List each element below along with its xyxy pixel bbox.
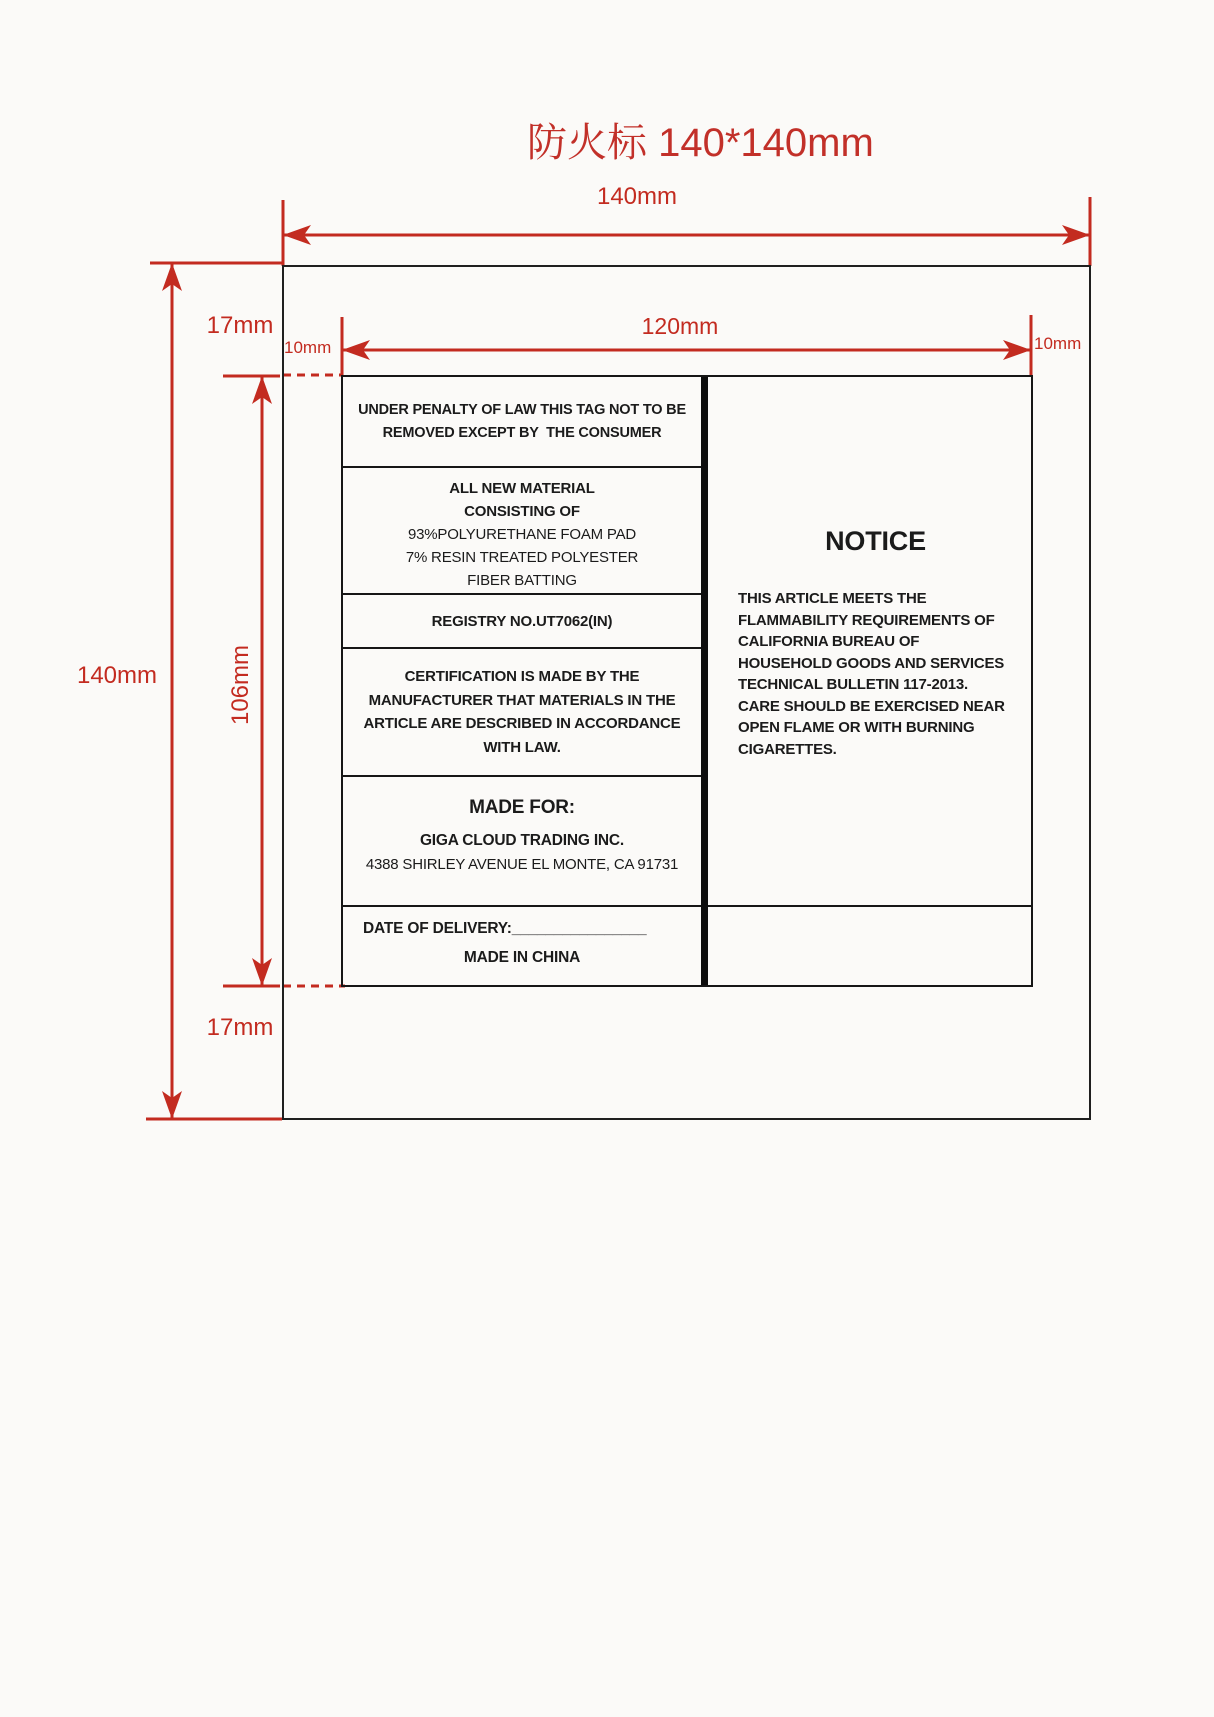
made-for-company: GIGA CLOUD TRADING INC. — [419, 832, 625, 849]
notice-heading: NOTICE — [825, 526, 926, 556]
material-item: FIBER BATTING — [467, 572, 577, 589]
notice-section — [708, 377, 1031, 907]
penalty-section — [343, 377, 701, 468]
dim-label-top-margin: 17mm — [206, 312, 274, 339]
delivery-section — [343, 907, 701, 985]
empty-cell — [708, 907, 1031, 985]
dim-label-bottom-margin: 17mm — [206, 1014, 274, 1041]
penalty-line-2: REMOVED EXCEPT BY THE CONSUMER — [382, 424, 662, 441]
dim-label-outer-width: 140mm — [596, 183, 678, 210]
material-section — [343, 468, 701, 595]
fire-label-box — [341, 375, 1033, 987]
registry-number: REGISTRY NO.UT7062(IN) — [431, 612, 613, 630]
made-in-china-line: MADE IN CHINA — [463, 949, 581, 966]
dim-label-inner-height: 106mm — [227, 644, 254, 726]
date-of-delivery-line: DATE OF DELIVERY:________________ — [363, 920, 647, 937]
material-item: 7% RESIN TREATED POLYESTER — [405, 549, 639, 566]
certification-text: CERTIFICATION IS MADE BY THE MANUFACTURER THAT MATERIALS IN THE ARTICLE ARE DESCRIBED IN ACCORDANCE WITH LAW. — [363, 668, 681, 756]
made-for-address: 4388 SHIRLEY AVENUE EL MONTE, CA 91731 — [365, 856, 679, 873]
material-item: 93%POLYURETHANE FOAM PAD — [407, 526, 637, 543]
material-heading-2: CONSISTING OF — [464, 503, 580, 520]
penalty-line-1: UNDER PENALTY OF LAW THIS TAG NOT TO BE — [358, 401, 686, 418]
label-left-column — [343, 377, 701, 985]
dim-label-right-margin: 10mm — [1034, 334, 1082, 353]
notice-body: THIS ARTICLE MEETS THE FLAMMABILITY REQUIREMENTS OF CALIFORNIA BUREAU OF HOUSEHOLD GOODS AND SERVICES TECHNICAL BULLETIN 117-2013. CARE SHOULD BE EXERCISED NEAR OPEN FLAME OR WITH BURNING CIGARETTES. — [738, 590, 1005, 758]
made-for-section — [343, 777, 701, 907]
registry-section — [343, 595, 701, 649]
label-right-column — [708, 377, 1031, 985]
certification-section — [343, 649, 701, 777]
made-for-heading: MADE FOR: — [469, 797, 575, 818]
column-divider — [701, 377, 708, 985]
material-heading-1: ALL NEW MATERIAL — [449, 480, 595, 497]
dim-label-inner-width: 120mm — [641, 313, 719, 339]
dim-label-outer-height: 140mm — [76, 662, 158, 689]
dim-label-left-margin: 10mm — [284, 338, 332, 357]
page-title: 防火标 140*140mm — [527, 121, 874, 165]
